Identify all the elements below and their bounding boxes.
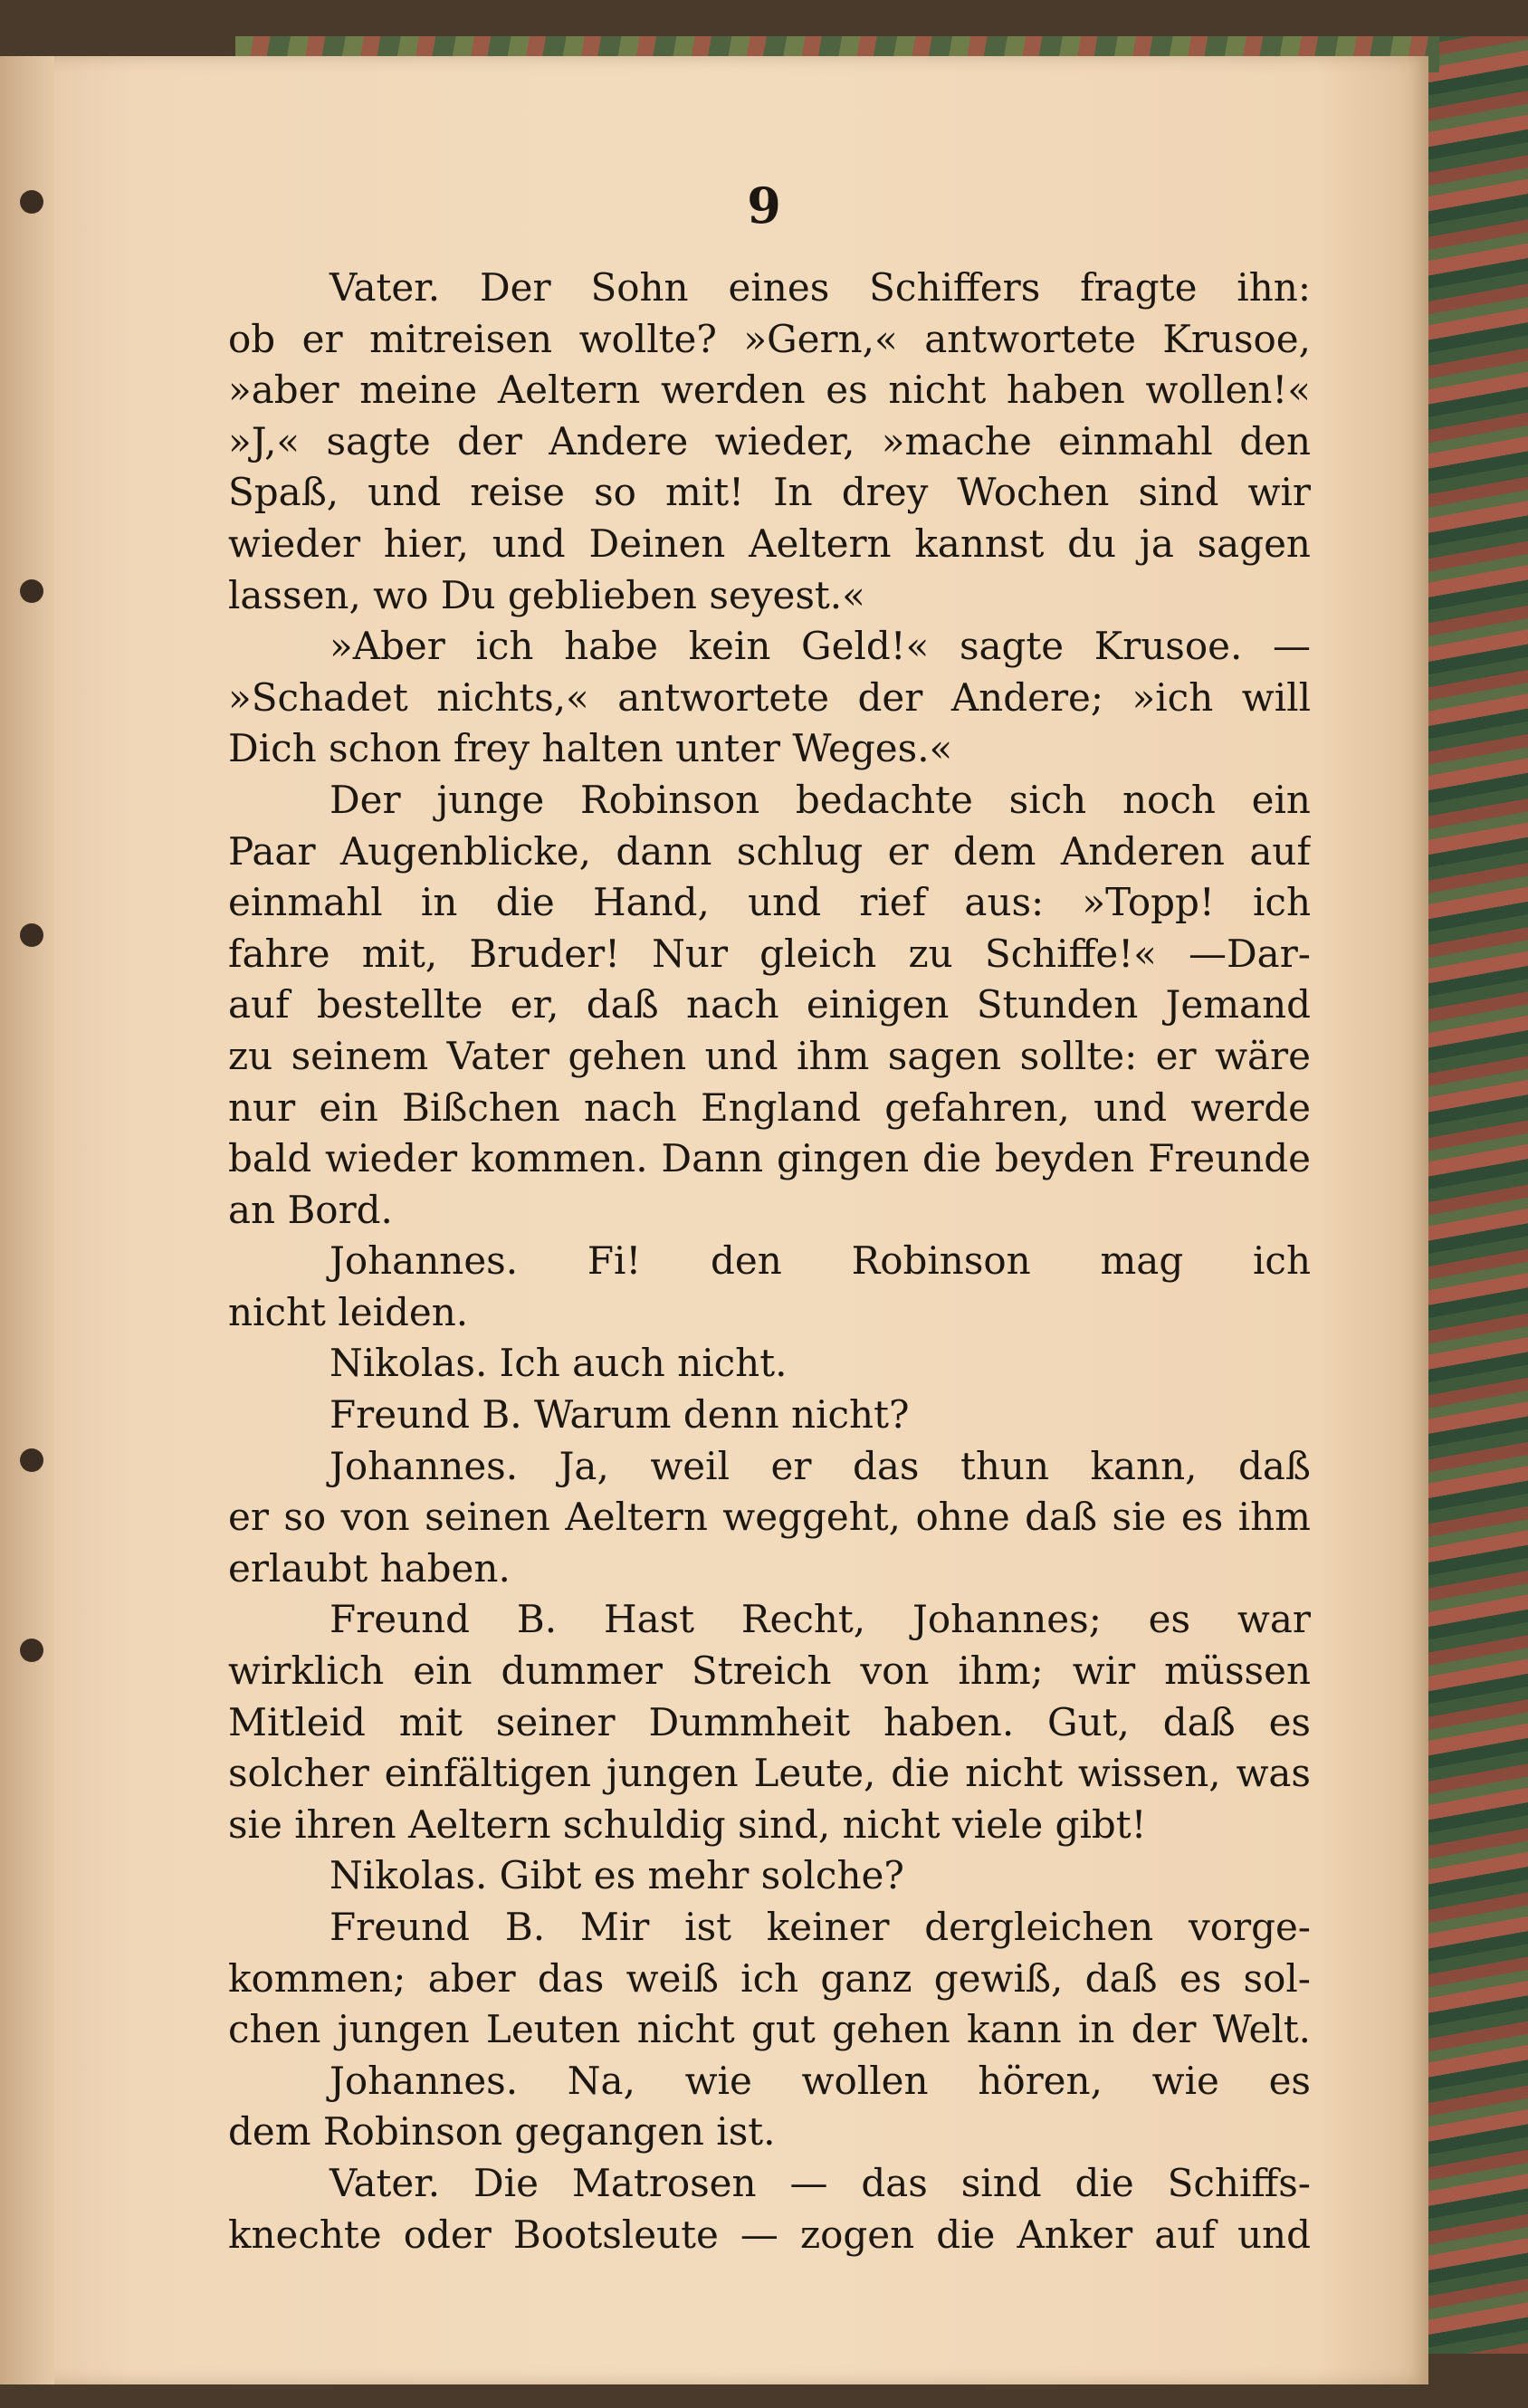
binding-hole (20, 1639, 43, 1662)
text-line: »Aber ich habe kein Geld!« sagte Krusoe. — (329, 624, 1311, 669)
text-line: Freund B. Warum denn nicht? (329, 1392, 910, 1438)
text-line: auf bestellte er, daß nach einigen Stunden Jemand (228, 982, 1311, 1027)
text-line: Freund B. Mir ist keiner dergleichen vorge- (329, 1905, 1311, 1949)
body-text (228, 263, 1311, 2260)
text-line: dem Robinson gegangen ist. (228, 2109, 776, 2155)
text-line: Vater. Der Sohn eines Schiffers fragte ihn: (329, 265, 1311, 310)
text-line: erlaubt haben. (228, 1545, 511, 1591)
binding-margin (0, 56, 54, 2384)
text-line: »J,« sagte der Andere wieder, »mache einmahl den (228, 418, 1311, 463)
page-number: 9 (747, 177, 781, 234)
text-line: sie ihren Aeltern schuldig sind, nicht viele gibt! (228, 1801, 1147, 1847)
binding-hole (20, 579, 43, 603)
text-line: Freund B. Hast Recht, Johannes; es war (329, 1597, 1311, 1642)
binding-hole (20, 1448, 43, 1472)
text-line: chen jungen Leuten nicht gut gehen kann in der Welt. (228, 2007, 1311, 2052)
text-line: Spaß, und reise so mit! In drey Wochen sind wir (228, 470, 1311, 515)
text-line: »Schadet nichts,« antwortete der Andere; »ich will (228, 674, 1311, 720)
text-line: wieder hier, und Deinen Aeltern kannst du ja sagen (228, 521, 1311, 566)
text-line: Dich schon frey halten unter Weges.« (228, 726, 953, 771)
text-line: lassen, wo Du geblieben seyest.« (228, 572, 865, 617)
text-line: ob er mitreisen wollte? »Gern,« antwortete Krusoe, (228, 316, 1311, 361)
text-line: Paar Augenblicke, dann schlug er dem Anderen auf (228, 828, 1311, 874)
text-line: Johannes. Ja, weil er das thun kann, daß (329, 1443, 1311, 1488)
text-line: Nikolas. Ich auch nicht. (329, 1341, 788, 1386)
text-line: Mitleid mit seiner Dummheit haben. Gut, daß es (228, 1699, 1311, 1744)
text-line: wirklich ein dummer Streich von ihm; wir müssen (228, 1648, 1311, 1694)
text-line: Johannes. Fi! den Robinson mag ich (329, 1238, 1311, 1284)
text-line: Johannes. Na, wie wollen hören, wie es (329, 2058, 1311, 2103)
text-line: Der junge Robinson bedachte sich noch ein (329, 777, 1311, 822)
text-line: bald wieder kommen. Dann gingen die beyden Freunde (228, 1136, 1311, 1181)
text-line: nur ein Bißchen nach England gefahren, und werde (228, 1085, 1311, 1130)
text-line: nicht leiden. (228, 1289, 469, 1334)
text-line: knechte oder Bootsleute — zogen die Anker auf und (228, 2212, 1311, 2257)
text-line: an Bord. (228, 1187, 393, 1232)
text-line: kommen; aber das weiß ich ganz gewiß, daß es sol- (228, 1955, 1311, 2001)
text-line: Vater. Die Matrosen — das sind die Schiffs- (329, 2160, 1311, 2205)
text-line: einmahl in die Hand, und rief aus: »Topp! ich (228, 880, 1311, 925)
text-line: solcher einfältigen jungen Leute, die nicht wissen, was (228, 1751, 1311, 1796)
text-line: er so von seinen Aeltern weggeht, ohne daß sie es ihm (228, 1495, 1311, 1540)
text-line: zu seinem Vater gehen und ihm sagen sollte: er wäre (228, 1033, 1311, 1078)
text-line: fahre mit, Bruder! Nur gleich zu Schiffe!« —Dar- (228, 931, 1311, 976)
text-line: Nikolas. Gibt es mehr solche? (329, 1853, 904, 1898)
text-line: »aber meine Aeltern werden es nicht haben wollen!« (228, 368, 1311, 413)
binding-hole (20, 923, 43, 947)
